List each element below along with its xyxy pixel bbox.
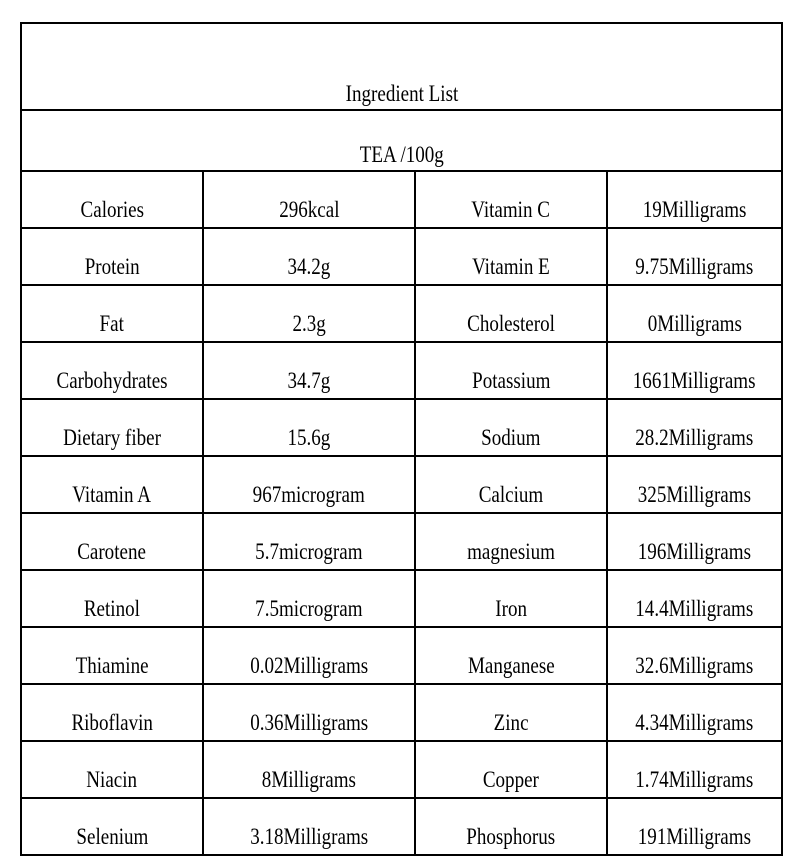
nutrient-value-cell bbox=[214, 285, 405, 342]
nutrient-value-cell bbox=[616, 285, 774, 342]
nutrient-name-cell-text: Manganese bbox=[467, 653, 555, 678]
table-row bbox=[21, 456, 782, 513]
nutrient-value-cell-text: 34.7g bbox=[287, 368, 331, 393]
nutrient-value-cell-text: 15.6g bbox=[287, 425, 331, 450]
nutrient-name-cell bbox=[425, 456, 598, 513]
table-row bbox=[21, 285, 782, 342]
nutrient-name-cell-text: Dietary fiber bbox=[63, 425, 161, 450]
nutrient-value-cell-text: 967microgram bbox=[252, 482, 366, 507]
table-row bbox=[21, 741, 782, 798]
nutrient-value-cell-text: 325Milligrams bbox=[637, 482, 752, 507]
nutrient-name-cell-text: Copper bbox=[482, 767, 540, 792]
table-row bbox=[21, 228, 782, 285]
table-row bbox=[21, 798, 782, 855]
nutrient-name-cell bbox=[425, 570, 598, 627]
nutrient-value-cell bbox=[616, 627, 774, 684]
nutrient-name-cell-text: Fat bbox=[99, 311, 125, 336]
nutrient-value-cell bbox=[616, 456, 774, 513]
nutrient-name-cell bbox=[30, 513, 194, 570]
nutrient-value-cell-text: 296kcal bbox=[278, 197, 340, 222]
nutrient-name-cell bbox=[425, 285, 598, 342]
nutrient-value-cell-text: 9.75Milligrams bbox=[635, 254, 754, 279]
nutrient-value-cell-text: 5.7microgram bbox=[255, 539, 363, 564]
nutrient-name-cell-text: Vitamin A bbox=[72, 482, 152, 507]
nutrient-name-cell-text: Protein bbox=[84, 254, 140, 279]
nutrient-value-cell-text: 1.74Milligrams bbox=[635, 767, 754, 792]
nutrient-name-cell-text: Cholesterol bbox=[467, 311, 555, 336]
nutrient-name-cell bbox=[425, 399, 598, 456]
nutrient-value-cell-text: 32.6Milligrams bbox=[635, 653, 754, 678]
nutrient-name-cell-text: magnesium bbox=[467, 539, 555, 564]
nutrient-name-cell-text: Phosphorus bbox=[466, 824, 556, 849]
nutrient-name-cell bbox=[30, 228, 194, 285]
nutrient-name-cell bbox=[425, 798, 598, 855]
table-title-text: Ingredient List bbox=[345, 81, 458, 106]
nutrition-table bbox=[20, 22, 783, 856]
nutrient-name-cell-text: Niacin bbox=[86, 767, 138, 792]
nutrient-name-cell-text: Zinc bbox=[493, 710, 529, 735]
nutrient-value-cell bbox=[616, 684, 774, 741]
nutrient-value-cell-text: 1661Milligrams bbox=[633, 368, 756, 393]
subtitle-row bbox=[21, 110, 782, 171]
table-row bbox=[21, 513, 782, 570]
nutrient-value-cell bbox=[214, 684, 405, 741]
nutrient-value-cell bbox=[616, 342, 774, 399]
nutrient-name-cell-text: Vitamin E bbox=[472, 254, 550, 279]
nutrient-name-cell-text: Vitamin C bbox=[471, 197, 551, 222]
nutrient-name-cell-text: Carbohydrates bbox=[56, 368, 168, 393]
table-row bbox=[21, 342, 782, 399]
nutrient-name-cell-text: Thiamine bbox=[75, 653, 149, 678]
table-row bbox=[21, 684, 782, 741]
nutrient-value-cell bbox=[214, 342, 405, 399]
nutrient-value-cell-text: 34.2g bbox=[287, 254, 331, 279]
nutrient-name-cell bbox=[30, 399, 194, 456]
nutrient-name-cell bbox=[30, 627, 194, 684]
nutrient-value-cell bbox=[616, 513, 774, 570]
nutrient-value-cell-text: 191Milligrams bbox=[637, 824, 752, 849]
nutrient-value-cell-text: 0.02Milligrams bbox=[250, 653, 368, 678]
nutrient-name-cell-text: Selenium bbox=[76, 824, 148, 849]
nutrient-name-cell bbox=[30, 342, 194, 399]
nutrient-value-cell-text: 14.4Milligrams bbox=[635, 596, 754, 621]
nutrient-value-cell bbox=[214, 456, 405, 513]
nutrient-name-cell bbox=[425, 684, 598, 741]
nutrient-value-cell bbox=[616, 798, 774, 855]
nutrient-name-cell bbox=[425, 171, 598, 228]
nutrient-name-cell bbox=[30, 798, 194, 855]
nutrient-value-cell-text: 8Milligrams bbox=[261, 767, 357, 792]
nutrient-name-cell bbox=[425, 741, 598, 798]
nutrient-name-cell bbox=[30, 456, 194, 513]
nutrient-value-cell-text: 196Milligrams bbox=[637, 539, 752, 564]
table-row bbox=[21, 627, 782, 684]
nutrient-name-cell-text: Calories bbox=[80, 197, 144, 222]
nutrient-value-cell-text: 0.36Milligrams bbox=[250, 710, 368, 735]
title-row bbox=[21, 23, 782, 110]
nutrient-value-cell bbox=[616, 741, 774, 798]
nutrient-value-cell bbox=[214, 171, 405, 228]
nutrient-name-cell bbox=[425, 228, 598, 285]
table-title bbox=[59, 23, 744, 110]
nutrient-value-cell bbox=[214, 228, 405, 285]
table-row bbox=[21, 171, 782, 228]
nutrient-value-cell-text: 7.5microgram bbox=[255, 596, 363, 621]
nutrient-name-cell bbox=[425, 342, 598, 399]
nutrient-value-cell bbox=[214, 741, 405, 798]
nutrient-name-cell bbox=[30, 684, 194, 741]
table-row bbox=[21, 399, 782, 456]
nutrient-name-cell bbox=[30, 285, 194, 342]
nutrient-name-cell-text: Calcium bbox=[478, 482, 544, 507]
table-subtitle-text: TEA /100g bbox=[359, 142, 444, 167]
nutrient-value-cell bbox=[214, 798, 405, 855]
nutrient-name-cell bbox=[30, 171, 194, 228]
nutrient-name-cell bbox=[30, 741, 194, 798]
nutrient-value-cell-text: 19Milligrams bbox=[642, 197, 747, 222]
nutrient-name-cell-text: Potassium bbox=[471, 368, 551, 393]
nutrient-value-cell-text: 0Milligrams bbox=[647, 311, 742, 336]
nutrient-value-cell bbox=[214, 513, 405, 570]
nutrient-name-cell bbox=[425, 627, 598, 684]
nutrient-name-cell-text: Iron bbox=[495, 596, 527, 621]
nutrient-value-cell-text: 2.3g bbox=[292, 311, 326, 336]
table-subtitle bbox=[59, 110, 744, 171]
nutrient-value-cell-text: 28.2Milligrams bbox=[635, 425, 754, 450]
nutrient-value-cell bbox=[616, 228, 774, 285]
nutrient-value-cell bbox=[616, 171, 774, 228]
nutrient-value-cell-text: 4.34Milligrams bbox=[635, 710, 754, 735]
nutrient-value-cell-text: 3.18Milligrams bbox=[250, 824, 368, 849]
nutrient-name-cell bbox=[425, 513, 598, 570]
nutrient-value-cell bbox=[214, 399, 405, 456]
nutrient-name-cell-text: Sodium bbox=[481, 425, 541, 450]
nutrient-name-cell bbox=[30, 570, 194, 627]
table-row bbox=[21, 570, 782, 627]
nutrient-value-cell bbox=[214, 570, 405, 627]
nutrient-name-cell-text: Retinol bbox=[83, 596, 141, 621]
nutrient-value-cell bbox=[616, 570, 774, 627]
nutrient-value-cell bbox=[616, 399, 774, 456]
nutrient-name-cell-text: Riboflavin bbox=[71, 710, 153, 735]
nutrient-value-cell bbox=[214, 627, 405, 684]
nutrient-name-cell-text: Carotene bbox=[77, 539, 147, 564]
